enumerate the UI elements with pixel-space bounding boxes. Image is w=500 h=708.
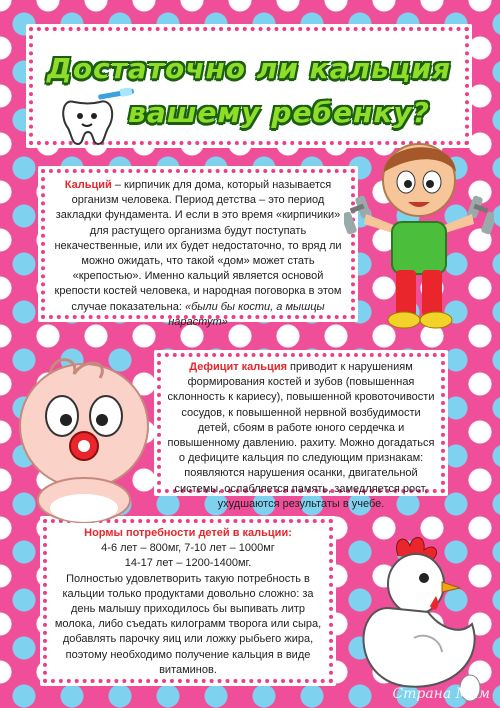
- deficit-body: приводит к нарушениям формирования костей и зубов (повышенная склонность к кариесу), повышенной кровоточивости сосудов, к повышенной нервной возбудимости детей, сбоям в работе юного сердечка и повышенному давлению. рахиту. Можно догадаться о дефиците кальция по следующим признакам: появляются нарушения осанки, двигательной системы, ослабляется память, замедляется рост, ухудшаются результаты в учебе.: [167, 361, 435, 510]
- norms-paragraph: [52, 526, 324, 678]
- page-title-line2: вашему ребенку?: [128, 96, 430, 129]
- calcium-proverb: «были бы кости, а мышцы нарастут»: [168, 300, 325, 328]
- norms-info-panel: [40, 516, 336, 686]
- tooth-toothbrush-icon: [54, 88, 136, 146]
- norms-line-2: 14-17 лет – 1200-1400мг.: [124, 557, 252, 570]
- norms-line-1: 4-6 лет – 800мг, 7-10 лет – 1000мг: [101, 542, 275, 555]
- watermark-logo: Страна Мам: [392, 686, 490, 702]
- deficit-paragraph: [166, 360, 436, 512]
- norms-title: Нормы потребности детей в кальции:: [84, 527, 292, 539]
- deficit-lead: Дефицит кальция: [189, 361, 287, 373]
- calcium-info-panel: [38, 166, 358, 328]
- boy-with-dumbbells-illustration: [344, 126, 494, 346]
- calcium-body: – кирпичик для дома, который называется организм человека. Период детства – это период закладки фундамента. И если в это время «кирпичики» для растущего организма будут поступать некачественные, или их будет недостаточно, то вряд ли можно ожидать, что такой «дом» может стать «крепостью». Именно кальций является основой крепости костей человека, и народная поговорка в этом случае показательна:: [54, 179, 342, 313]
- baby-illustration: [14, 348, 154, 524]
- page-title-line1: Достаточно ли кальция: [46, 52, 452, 85]
- hen-illustration: [344, 528, 494, 704]
- calcium-lead: Кальций: [64, 179, 112, 191]
- norms-body: Полностью удовлетворить такую потребность в кальции только продуктами довольно сложно: за день малышу приходилось бы выпивать литр молока, либо съедать килограмм творога или сыра, добавлять парочку яиц или ложку рыбьего жира, поэтому необходимо получение кальция в виде витаминов.: [54, 572, 322, 676]
- deficit-info-panel: [154, 350, 448, 510]
- calcium-paragraph: [50, 178, 346, 330]
